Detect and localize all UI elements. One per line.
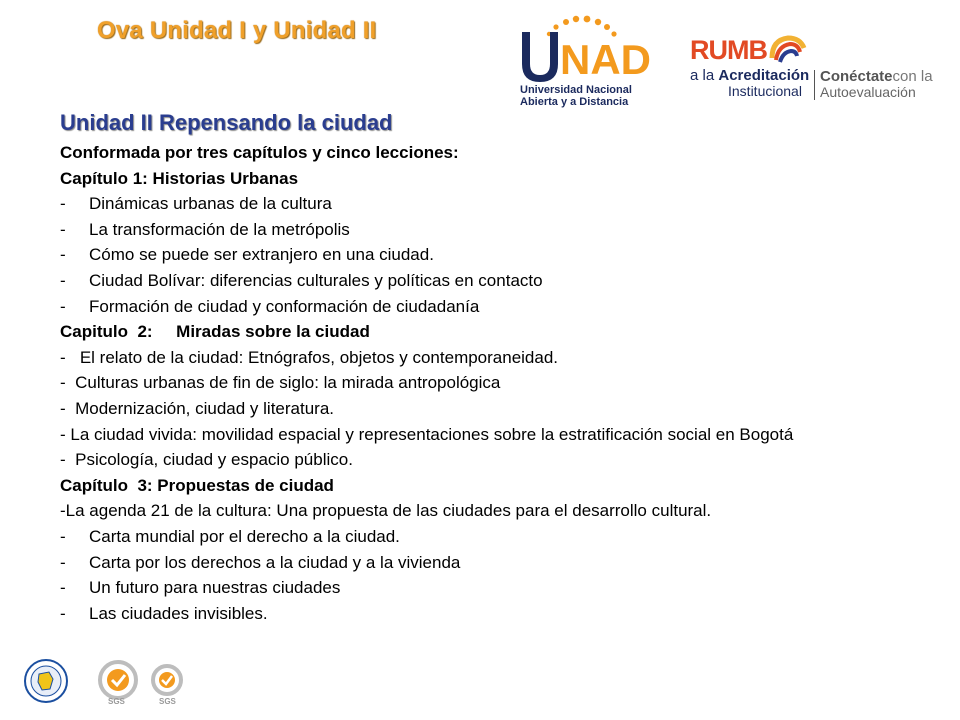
list-item: - La ciudad vivida: movilidad espacial y representaciones sobre la estratificación social en Bogotá <box>60 424 794 444</box>
chapter1-title: Capítulo 1: Historias Urbanas <box>60 168 299 188</box>
rumbo-conectate: Conéctatecon la <box>820 68 933 85</box>
list-item: - Dinámicas urbanas de la cultura <box>60 194 332 214</box>
list-item: - Carta mundial por el derecho a la ciudad. <box>60 526 400 546</box>
chapter3-title: Capítulo 3: Propuestas de ciudad <box>60 475 334 495</box>
list-item: - La transformación de la metrópolis <box>60 219 350 239</box>
rumbo-swirl-icon <box>768 34 808 70</box>
unad-emblem-icon <box>516 14 651 86</box>
rumbo-acreditacion-line: a la Acreditación <box>690 67 810 84</box>
unad-logo-line2: Abierta y a Distancia <box>520 96 629 108</box>
rumbo-institucional: Institucional <box>728 83 802 99</box>
slide-body <box>60 110 940 626</box>
list-item: - Psicología, ciudad y espacio público. <box>60 450 353 470</box>
footer-logos <box>22 655 182 710</box>
list-item: - Formación de ciudad y conformación de ciudadanía <box>60 296 480 316</box>
list-item: - Culturas urbanas de fin de siglo: la mirada antropológica <box>60 373 501 393</box>
certification-seals-icon <box>22 655 182 710</box>
slide-title: Ova Unidad I y Unidad II <box>97 17 377 44</box>
list-item: -La agenda 21 de la cultura: Una propuesta de las ciudades para el desarrollo cultural. <box>60 501 712 521</box>
list-item: - Modernización, ciudad y literatura. <box>60 398 335 418</box>
svg-text:NAD: NAD <box>560 36 651 83</box>
seal-label: SGS <box>159 697 176 706</box>
rumbo-divider <box>814 70 815 100</box>
unad-logo-line1: Universidad Nacional <box>520 84 632 96</box>
unit-title: Unidad II Repensando la ciudad <box>60 110 393 135</box>
list-item: - Ciudad Bolívar: diferencias culturales y políticas en contacto <box>60 270 543 290</box>
rumbo-autoevaluacion: Autoevaluación <box>820 84 916 100</box>
list-item: - Carta por los derechos a la ciudad y a la vivienda <box>60 552 461 572</box>
unad-logo <box>516 14 651 114</box>
list-item: - Un futuro para nuestras ciudades <box>60 578 341 598</box>
rumbo-logo <box>690 34 933 104</box>
rumbo-wordmark: RUMB <box>690 35 767 65</box>
intro-line: Conformada por tres capítulos y cinco lecciones: <box>60 143 459 162</box>
seal-label: SGS <box>108 697 125 706</box>
list-item: - Cómo se puede ser extranjero en una ciudad. <box>60 245 434 265</box>
list-item: - Las ciudades invisibles. <box>60 603 268 623</box>
list-item: - El relato de la ciudad: Etnógrafos, objetos y contemporaneidad. <box>60 347 559 367</box>
chapter2-title: Capitulo 2: Miradas sobre la ciudad <box>60 322 370 342</box>
